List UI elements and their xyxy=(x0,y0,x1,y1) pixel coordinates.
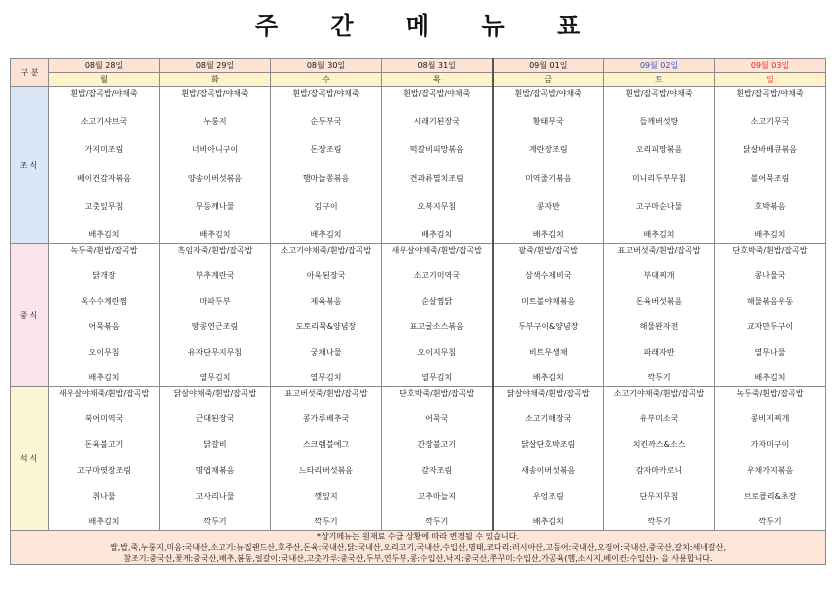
date-cell: 09월 03일 xyxy=(715,59,826,73)
date-row xyxy=(11,59,826,73)
notes xyxy=(11,531,826,565)
weekday-row xyxy=(11,73,826,87)
menu-item: 고추마늘지 xyxy=(417,491,457,501)
menu-item: 옥수수계란찜 xyxy=(80,296,128,306)
menu-item: 간장불고기 xyxy=(417,440,457,450)
menu-item: 닭살바베큐볶음 xyxy=(742,145,798,155)
weekday-cell: 화 xyxy=(160,73,271,87)
menu-item: 감자조림 xyxy=(421,465,453,475)
menu-item: 땅콩연근조림 xyxy=(191,322,239,332)
menu-cell-breakfast xyxy=(604,87,715,244)
meal-label-dinner: 석식 xyxy=(11,387,49,531)
menu-item: 오리피망볶음 xyxy=(635,145,683,155)
menu-item: 닭개장 xyxy=(92,271,116,281)
menu-item: 김구이 xyxy=(314,202,338,212)
menu-item: 콩나물국 xyxy=(754,271,786,281)
menu-item: 닭갈비 xyxy=(203,440,227,450)
menu-item: 떡갈비피망볶음 xyxy=(409,145,464,155)
menu-item: 계란장조림 xyxy=(528,145,568,155)
menu-item: 두부구이&양념장 xyxy=(518,322,579,332)
menu-item: 고사리나물 xyxy=(195,491,235,501)
menu-item: 소고기야채죽/흰밥/잡곡밥 xyxy=(280,245,372,255)
menu-item: 단무지무침 xyxy=(639,491,679,501)
menu-item: 소고기샤브국 xyxy=(80,116,128,126)
menu-item: 표고버섯죽/흰밥/잡곡밥 xyxy=(284,388,368,398)
menu-item: 교자만두구이 xyxy=(746,322,794,332)
date-cell: 08월 29일 xyxy=(160,59,271,73)
menu-item: 깍두기 xyxy=(647,373,671,383)
menu-item: 유부미소국 xyxy=(639,414,679,424)
weekday-cell: 일 xyxy=(715,73,826,87)
breakfast-row xyxy=(11,87,826,244)
menu-item: 흰밥/잡곡밥/야채죽 xyxy=(625,88,693,98)
menu-item: 새송이버섯볶음 xyxy=(521,465,576,475)
notes-line-1: *상기메뉴는 원재료 수급 상황에 따라 변경될 수 있습니다. xyxy=(316,532,520,541)
menu-cell-breakfast xyxy=(160,87,271,244)
menu-item: 볼어묵조림 xyxy=(750,173,790,183)
weekday-cell: 토 xyxy=(604,73,715,87)
menu-item: 흰밥/잡곡밥/야채죽 xyxy=(403,88,471,98)
menu-item: 아욱된장국 xyxy=(306,271,346,281)
date-cell: 08월 28일 xyxy=(49,59,160,73)
menu-cell-lunch xyxy=(715,244,826,387)
menu-cell-breakfast xyxy=(271,87,382,244)
menu-item: 어묵볶음 xyxy=(88,322,120,332)
lunch-row xyxy=(11,244,826,387)
menu-item: 미트볼야채볶음 xyxy=(521,296,576,306)
menu-item: 단호박죽/흰밥/잡곡밥 xyxy=(399,388,475,398)
menu-item: 고춧잎무침 xyxy=(84,202,124,212)
menu-item: 취나물 xyxy=(92,491,116,501)
weekday-cell: 목 xyxy=(382,73,493,87)
menu-item: 흰밥/잡곡밥/야채죽 xyxy=(292,88,360,98)
menu-cell-dinner xyxy=(49,387,160,531)
menu-item: 배추김치 xyxy=(421,230,453,240)
menu-item: 표고버섯죽/흰밥/잡곡밥 xyxy=(617,245,701,255)
menu-item: 고구마엿장조림 xyxy=(76,465,132,475)
date-cell: 09월 01일 xyxy=(493,59,604,73)
menu-item: 궁채나물 xyxy=(310,347,342,357)
dinner-row xyxy=(11,387,826,531)
menu-item: 견과류멸치조림 xyxy=(409,173,464,183)
menu-item: 배추김치 xyxy=(643,230,675,240)
menu-item: 가자미구이 xyxy=(750,440,790,450)
menu-item: 우채가지볶음 xyxy=(746,465,794,475)
menu-item: 배추김치 xyxy=(310,230,342,240)
menu-item: 햄마늘쫑볶음 xyxy=(302,173,350,183)
weekly-menu-table xyxy=(10,58,826,565)
menu-item: 치킨까스&소스 xyxy=(632,440,686,450)
menu-item: 소고기해장국 xyxy=(525,414,572,424)
menu-item: 녹두죽/흰밥/잡곡밥 xyxy=(736,388,804,398)
menu-item: 배추김치 xyxy=(88,230,120,240)
menu-item: 소고기무국 xyxy=(750,116,790,126)
menu-item: 누룽지 xyxy=(203,116,227,126)
menu-item: 느타리버섯볶음 xyxy=(298,465,354,475)
date-cell: 08월 31일 xyxy=(382,59,493,73)
menu-item: 근대된장국 xyxy=(195,414,235,424)
menu-item: 고구마순나물 xyxy=(635,202,683,212)
weekday-cell: 금 xyxy=(493,73,604,87)
menu-item: 오이무침 xyxy=(88,347,120,357)
menu-item: 흰밥/잡곡밥/야채죽 xyxy=(736,88,804,98)
menu-item: 콩가루배추국 xyxy=(302,414,350,424)
weekday-cell: 수 xyxy=(271,73,382,87)
menu-item: 소고기미역국 xyxy=(413,271,460,281)
menu-item: 부대찌개 xyxy=(643,271,675,281)
menu-item: 열무김치 xyxy=(310,373,342,383)
menu-item: 유자단무지무침 xyxy=(187,347,243,357)
menu-item: 해물완자전 xyxy=(639,322,679,332)
menu-item: 미역줄기볶음 xyxy=(525,173,572,183)
menu-item: 우엉조림 xyxy=(532,491,564,501)
menu-item: 도토리묵&양념장 xyxy=(295,322,357,332)
menu-item: 어묵국 xyxy=(425,414,449,424)
notes-line-3: 참조기:중국산,꽃게:중국산,배추,봄동,얼갈이:국내산,고춧가루:중국산,두부,연두부,콩:수입산,낙지:중국산,쭈꾸미:수입산,가공육(햄,소시지,베이컨:수입산)- 을 사용합니다. xyxy=(123,554,713,563)
menu-cell-dinner xyxy=(715,387,826,531)
menu-item: 새우살야채죽/흰밥/잡곡밥 xyxy=(58,388,150,398)
menu-item: 배추김치 xyxy=(88,373,120,383)
menu-cell-lunch xyxy=(493,244,604,387)
meal-label-breakfast: 조식 xyxy=(11,87,49,244)
menu-item: 오복지무침 xyxy=(417,202,457,212)
menu-item: 호박볶음 xyxy=(754,202,786,212)
menu-item: 양송이버섯볶음 xyxy=(187,173,243,183)
menu-item: 배추김치 xyxy=(532,230,564,240)
menu-item: 돈육버섯볶음 xyxy=(635,296,683,306)
menu-item: 닭살야채죽/흰밥/잡곡밥 xyxy=(173,388,257,398)
menu-item: 배추김치 xyxy=(88,517,120,527)
menu-item: 단호박죽/흰밥/잡곡밥 xyxy=(732,245,808,255)
menu-item: 흰밥/잡곡밥/야채죽 xyxy=(514,88,582,98)
menu-item: 팥죽/흰밥/잡곡밥 xyxy=(518,245,578,255)
menu-item: 깍두기 xyxy=(425,517,449,527)
menu-item: 깍두기 xyxy=(203,517,227,527)
menu-item: 순두부국 xyxy=(310,116,342,126)
menu-item: 열무김치 xyxy=(199,373,231,383)
menu-item: 콩자반 xyxy=(536,202,560,212)
menu-item: 깍두기 xyxy=(758,517,782,527)
weekday-cell: 월 xyxy=(49,73,160,87)
menu-item: 베이컨감자볶음 xyxy=(76,173,132,183)
menu-item: 들깨버섯탕 xyxy=(639,116,679,126)
page-title: 주 간 메 뉴 표 xyxy=(254,12,603,40)
menu-cell-lunch xyxy=(271,244,382,387)
menu-item: 닭살단호박조림 xyxy=(521,440,576,450)
menu-cell-dinner xyxy=(604,387,715,531)
menu-item: 감자마카로니 xyxy=(635,465,683,475)
menu-item: 열무나물 xyxy=(754,347,786,357)
menu-item: 콩비지찌개 xyxy=(750,414,790,424)
notes-line-2: 쌀,밥,죽,누룽지,미음:국내산,소고기:뉴질랜드산,호주산,돈육:국내산,닭:국내산,오리고기,국내산,수입산,명태,코다리:러시아산,고등어:국내산,오징어:국내산,중국산,갈치:세네갈산, xyxy=(109,543,727,552)
menu-cell-lunch xyxy=(382,244,493,387)
menu-item: 배추김치 xyxy=(754,230,786,240)
menu-item: 마파두부 xyxy=(199,296,231,306)
menu-item: 제육볶음 xyxy=(310,296,342,306)
menu-cell-lunch xyxy=(49,244,160,387)
menu-item: 깍두기 xyxy=(314,517,338,527)
menu-item: 삼색수제비국 xyxy=(525,271,572,281)
menu-item: 배추김치 xyxy=(754,373,786,383)
menu-item: 파래자반 xyxy=(643,347,675,357)
menu-cell-dinner xyxy=(493,387,604,531)
menu-item: 깻잎지 xyxy=(314,491,338,501)
date-cell: 09월 02일 xyxy=(604,59,715,73)
menu-cell-breakfast xyxy=(493,87,604,244)
notes-row xyxy=(11,531,826,565)
menu-cell-breakfast xyxy=(49,87,160,244)
menu-item: 흰밥/잡곡밥/야채죽 xyxy=(70,88,138,98)
menu-item: 너비아니구이 xyxy=(191,145,239,155)
menu-cell-dinner xyxy=(271,387,382,531)
menu-item: 무등깨나물 xyxy=(195,202,235,212)
menu-item: 새우살야채죽/흰밥/잡곡밥 xyxy=(391,245,482,255)
menu-item: 깍두기 xyxy=(647,517,671,527)
menu-cell-breakfast xyxy=(382,87,493,244)
menu-item: 명엽채볶음 xyxy=(195,465,235,475)
menu-item: 가지미조림 xyxy=(84,145,124,155)
menu-item: 돈장조림 xyxy=(310,145,342,155)
menu-item: 브로콜리&초장 xyxy=(743,491,797,501)
menu-item: 흑임자죽/흰밥/잡곡밥 xyxy=(177,245,253,255)
menu-item: 비트무생채 xyxy=(528,347,568,357)
menu-cell-dinner xyxy=(160,387,271,531)
menu-item: 열무김치 xyxy=(421,373,453,383)
menu-cell-dinner xyxy=(382,387,493,531)
menu-item: 배추김치 xyxy=(199,230,231,240)
menu-item: 순살찜닭 xyxy=(421,296,453,306)
menu-item: 배추김치 xyxy=(532,373,564,383)
menu-cell-lunch xyxy=(604,244,715,387)
menu-cell-breakfast xyxy=(715,87,826,244)
menu-item: 표고굴소스볶음 xyxy=(409,322,464,332)
menu-item: 닭살야채죽/흰밥/잡곡밥 xyxy=(506,388,590,398)
date-cell: 08월 30일 xyxy=(271,59,382,73)
menu-item: 오이지무침 xyxy=(417,347,457,357)
menu-item: 스크렘블에그 xyxy=(302,440,350,450)
menu-item: 돈육불고기 xyxy=(84,440,124,450)
header-label: 구 분 xyxy=(11,59,49,87)
menu-item: 시래기된장국 xyxy=(413,116,460,126)
menu-item: 북어미역국 xyxy=(84,414,124,424)
menu-item: 녹두죽/흰밥/잡곡밥 xyxy=(70,245,138,255)
menu-item: 황태무국 xyxy=(532,116,564,126)
menu-item: 흰밥/잡곡밥/야채죽 xyxy=(181,88,249,98)
menu-item: 소고기야채죽/흰밥/잡곡밥 xyxy=(613,388,705,398)
meal-label-lunch: 중식 xyxy=(11,244,49,387)
menu-cell-lunch xyxy=(160,244,271,387)
menu-item: 해물볶음우동 xyxy=(746,296,794,306)
menu-item: 배추김치 xyxy=(532,517,564,527)
menu-item: 부추계란국 xyxy=(195,271,235,281)
menu-item: 미니리두부무침 xyxy=(631,173,687,183)
